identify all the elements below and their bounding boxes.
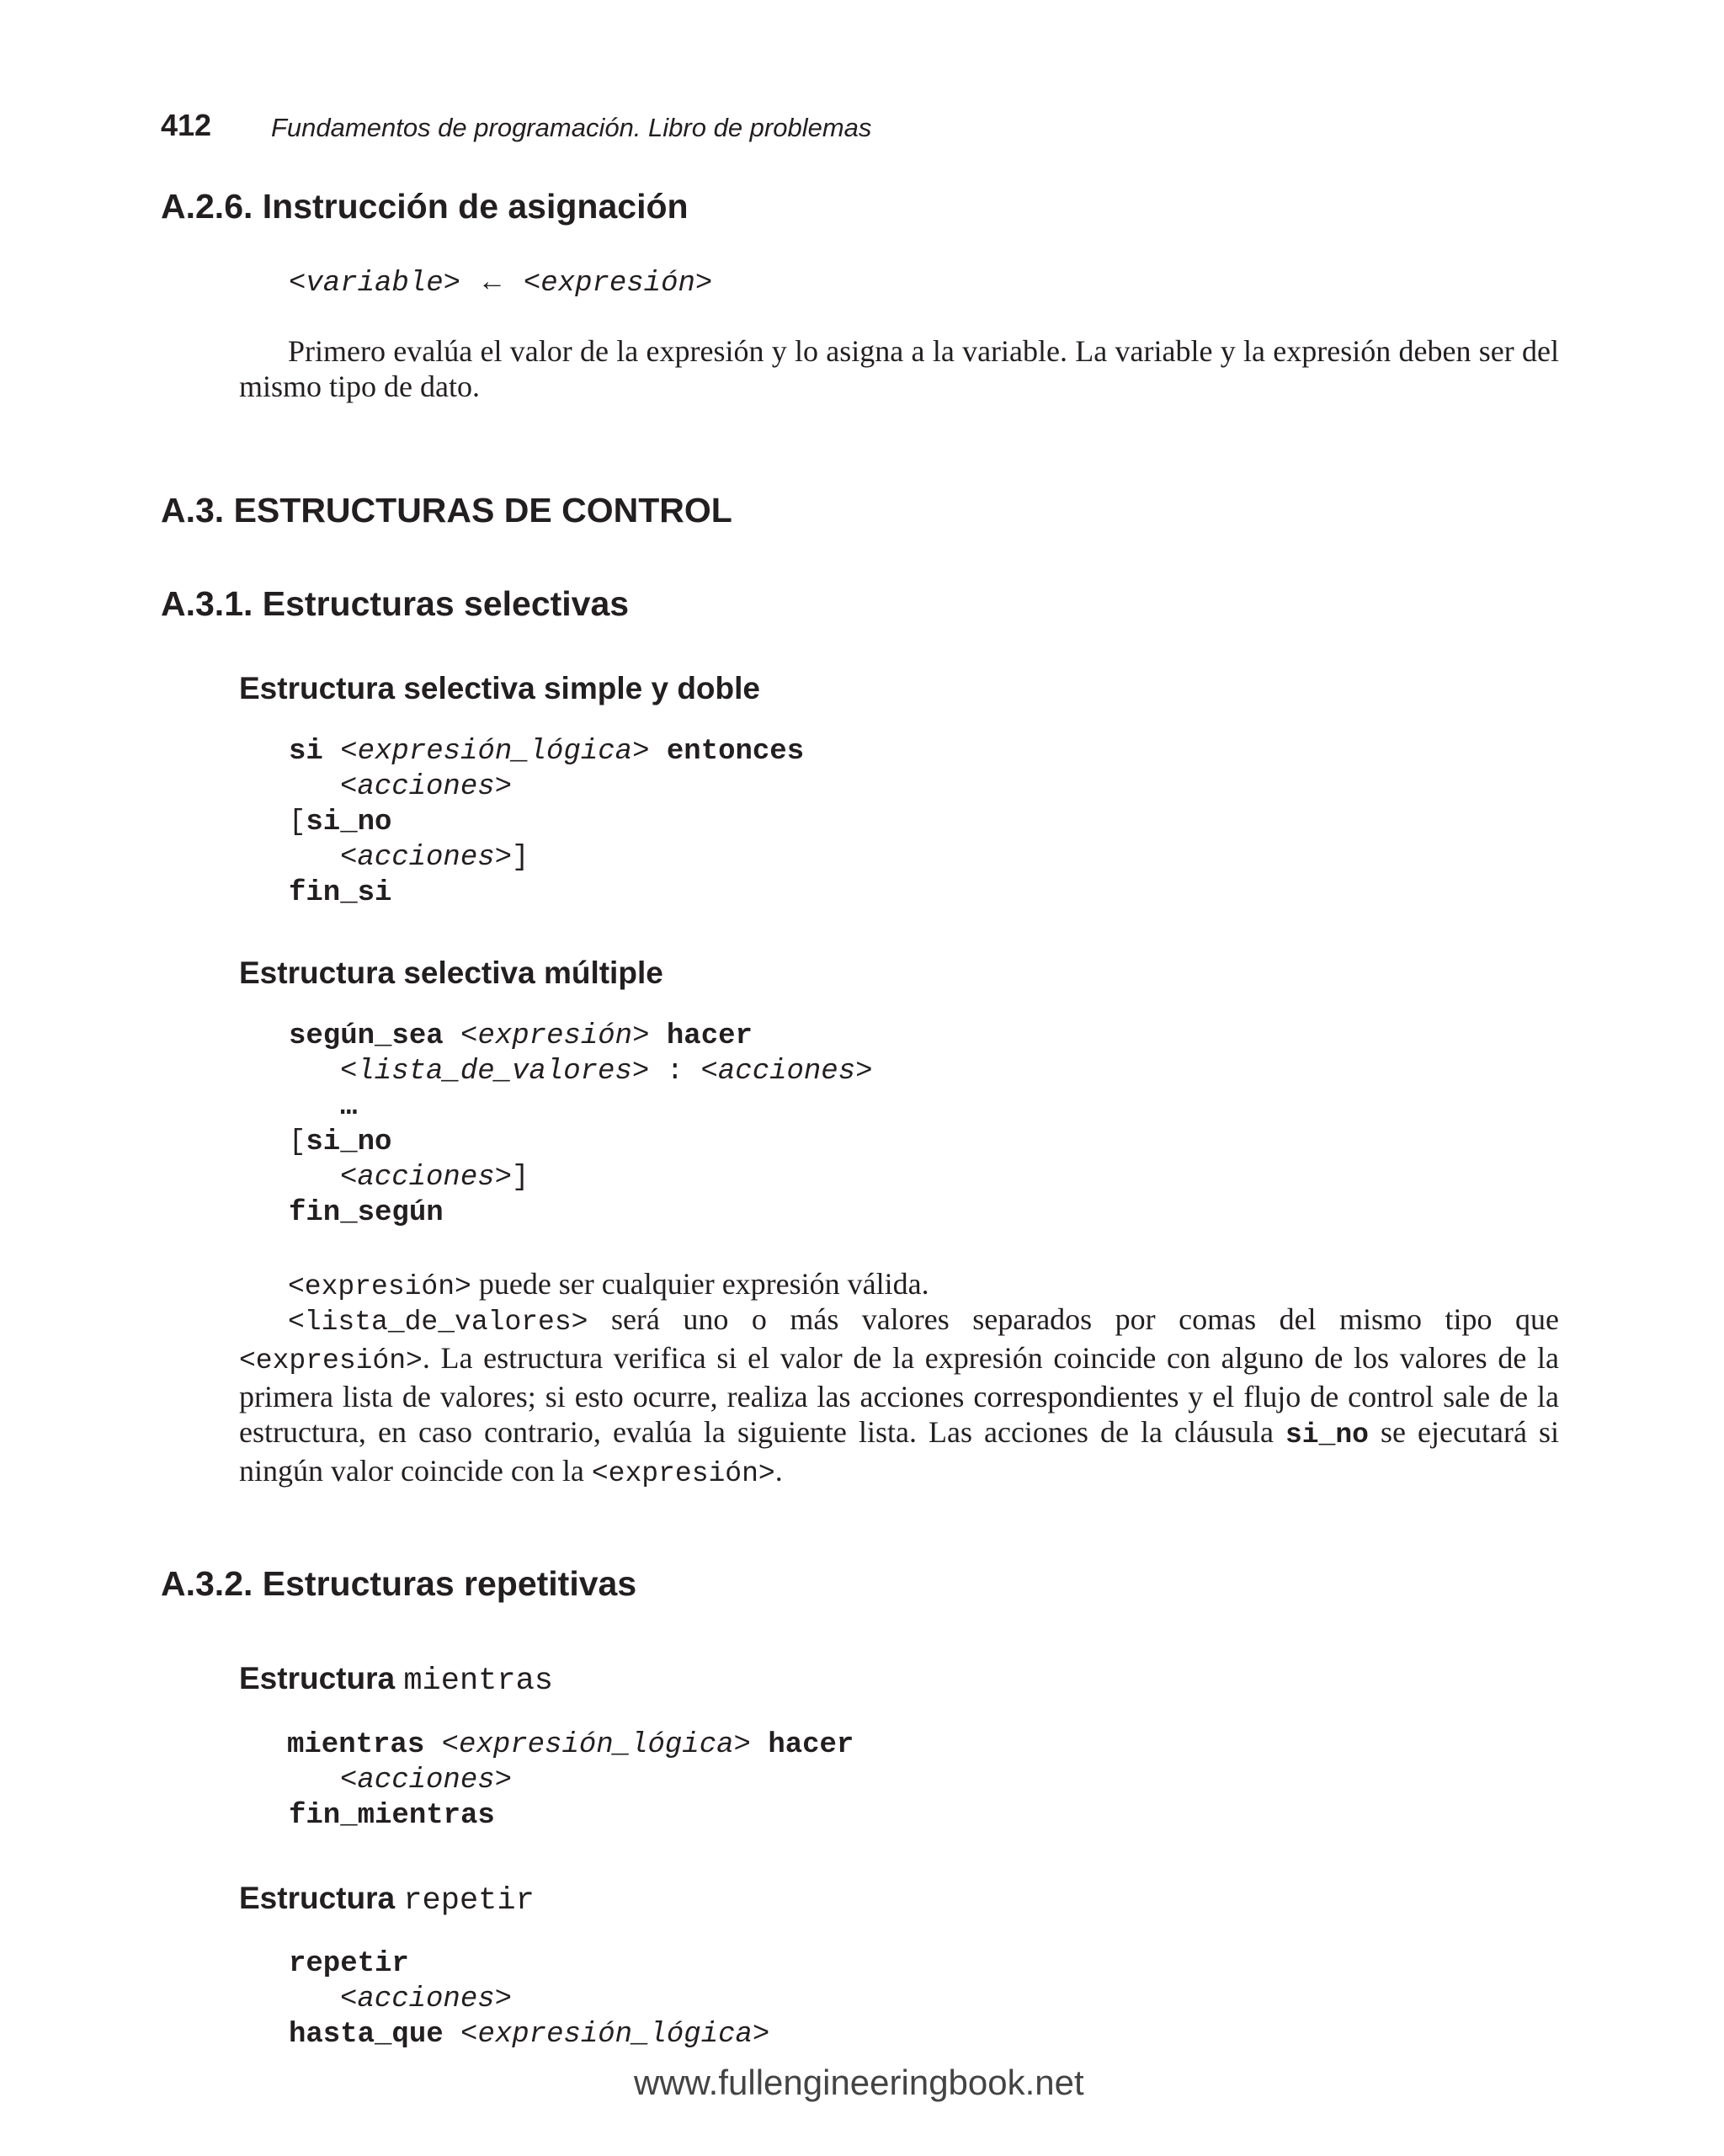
bracket-close: ] — [512, 842, 529, 874]
syntax-expression: <expresión> — [523, 268, 713, 300]
keyword-hacer: hacer — [768, 1729, 854, 1761]
code-arg: <expresión> — [460, 1020, 650, 1052]
inline-code: <expresión> — [239, 1345, 423, 1376]
subheading-selectiva-multiple: Estructura selectiva múltiple — [239, 956, 663, 990]
inline-code: <lista_de_valores> — [288, 1307, 588, 1338]
code-arg: <expresión_lógica> — [441, 1729, 751, 1761]
code-line — [289, 840, 804, 876]
paragraph-text: se ejecutará si ningún valor coincide con la — [239, 1415, 1559, 1488]
code-line — [289, 876, 804, 911]
code-ellipsis: … — [340, 1091, 358, 1123]
code-arg: <acciones> — [340, 1162, 513, 1194]
code-arg: <expresión_lógica> — [340, 736, 650, 768]
keyword-fin-si: fin_si — [289, 877, 392, 909]
paragraph-text: . La estructura verifica si el valor de la expresión coincide con alguno de los valores de la primera lista de valores; si esto ocurre, realiza las acciones correspondientes y el flujo de control sale de la estructura, en caso contrario, evalúa la siguiente lista. Las acciones de la cláusula — [239, 1341, 1559, 1449]
code-block-repetir — [289, 1946, 769, 2052]
keyword-fin-mientras: fin_mientras — [289, 1800, 495, 1832]
segun-paragraph-1 — [239, 1266, 1559, 1305]
paragraph-text: puede ser cualquier expresión válida. — [471, 1267, 929, 1301]
keyword-mientras: mientras — [287, 1729, 425, 1761]
code-separator: : — [649, 1056, 701, 1088]
code-line — [289, 1982, 769, 2017]
heading-a-3-2: A.3.2. Estructuras repetitivas — [161, 1564, 637, 1603]
code-arg: <acciones> — [340, 1983, 513, 2015]
paragraph-text: . — [774, 1454, 783, 1488]
keyword-si: si — [289, 736, 323, 768]
code-line — [289, 1160, 873, 1195]
assignment-syntax — [289, 264, 712, 301]
code-line — [289, 769, 804, 805]
subheading-word: Estructura — [239, 1661, 396, 1696]
inline-keyword-si-no: si_no — [1285, 1419, 1369, 1451]
code-line — [289, 1125, 873, 1160]
code-line — [287, 1727, 854, 1763]
inline-code: <expresión> — [288, 1271, 471, 1302]
syntax-variable: <variable> — [289, 268, 461, 300]
inline-code: <expresión> — [591, 1458, 775, 1489]
keyword-repetir: repetir — [289, 1948, 409, 1980]
bracket-open: [ — [289, 1126, 306, 1158]
heading-a-3: A.3. ESTRUCTURAS DE CONTROL — [161, 491, 732, 530]
bracket-close: ] — [512, 1162, 529, 1194]
segun-paragraph-2 — [239, 1302, 1559, 1492]
code-block-mientras — [287, 1727, 854, 1834]
code-line — [289, 805, 804, 840]
code-line — [287, 1798, 854, 1834]
code-line — [289, 1019, 873, 1054]
keyword-segun-sea: según_sea — [289, 1020, 444, 1052]
keyword-si-no: si_no — [306, 1126, 392, 1158]
subheading-selectiva-simple: Estructura selectiva simple y doble — [239, 671, 760, 705]
subheading-repetir — [239, 1881, 535, 1919]
keyword-hasta-que: hasta_que — [289, 2019, 444, 2051]
code-arg: <lista_de_valores> — [340, 1056, 650, 1088]
keyword-si-no: si_no — [306, 807, 392, 838]
code-block-si — [289, 734, 804, 911]
assignment-paragraph: Primero evalúa el valor de la expresión y lo asigna a la variable. La variable y la expresión deben ser del mismo tipo de dato. — [239, 334, 1559, 403]
keyword-fin-segun: fin_según — [289, 1197, 444, 1229]
heading-a-3-1: A.3.1. Estructuras selectivas — [161, 584, 630, 623]
subheading-mientras — [239, 1661, 553, 1699]
bracket-open: [ — [289, 807, 306, 838]
code-arg: <acciones> — [700, 1056, 873, 1088]
footer-url: www.fullengineeringbook.net — [634, 2063, 1084, 2102]
code-arg: <acciones> — [340, 1765, 513, 1797]
code-line — [289, 734, 804, 769]
subheading-code: mientras — [403, 1664, 553, 1699]
code-line — [289, 2017, 769, 2052]
code-line — [289, 1089, 873, 1125]
code-line — [289, 1195, 873, 1231]
code-arg: <acciones> — [340, 771, 513, 803]
code-arg: <expresión_lógica> — [460, 2019, 770, 2051]
code-line — [289, 1946, 769, 1982]
subheading-code: repetir — [403, 1883, 535, 1919]
heading-a-2-6: A.2.6. Instrucción de asignación — [161, 187, 689, 226]
keyword-hacer: hacer — [666, 1020, 753, 1052]
running-title: Fundamentos de programación. Libro de problemas — [271, 113, 872, 142]
keyword-entonces: entonces — [666, 736, 805, 768]
assignment-arrow: ← — [477, 266, 507, 297]
subheading-word: Estructura — [239, 1881, 396, 1915]
paragraph-text: será uno o más valores separados por comas del mismo tipo que — [588, 1302, 1559, 1336]
code-arg: <acciones> — [340, 842, 513, 874]
code-block-segun — [289, 1019, 873, 1231]
code-line — [289, 1054, 873, 1089]
code-line — [287, 1763, 854, 1798]
page-number: 412 — [161, 108, 212, 142]
